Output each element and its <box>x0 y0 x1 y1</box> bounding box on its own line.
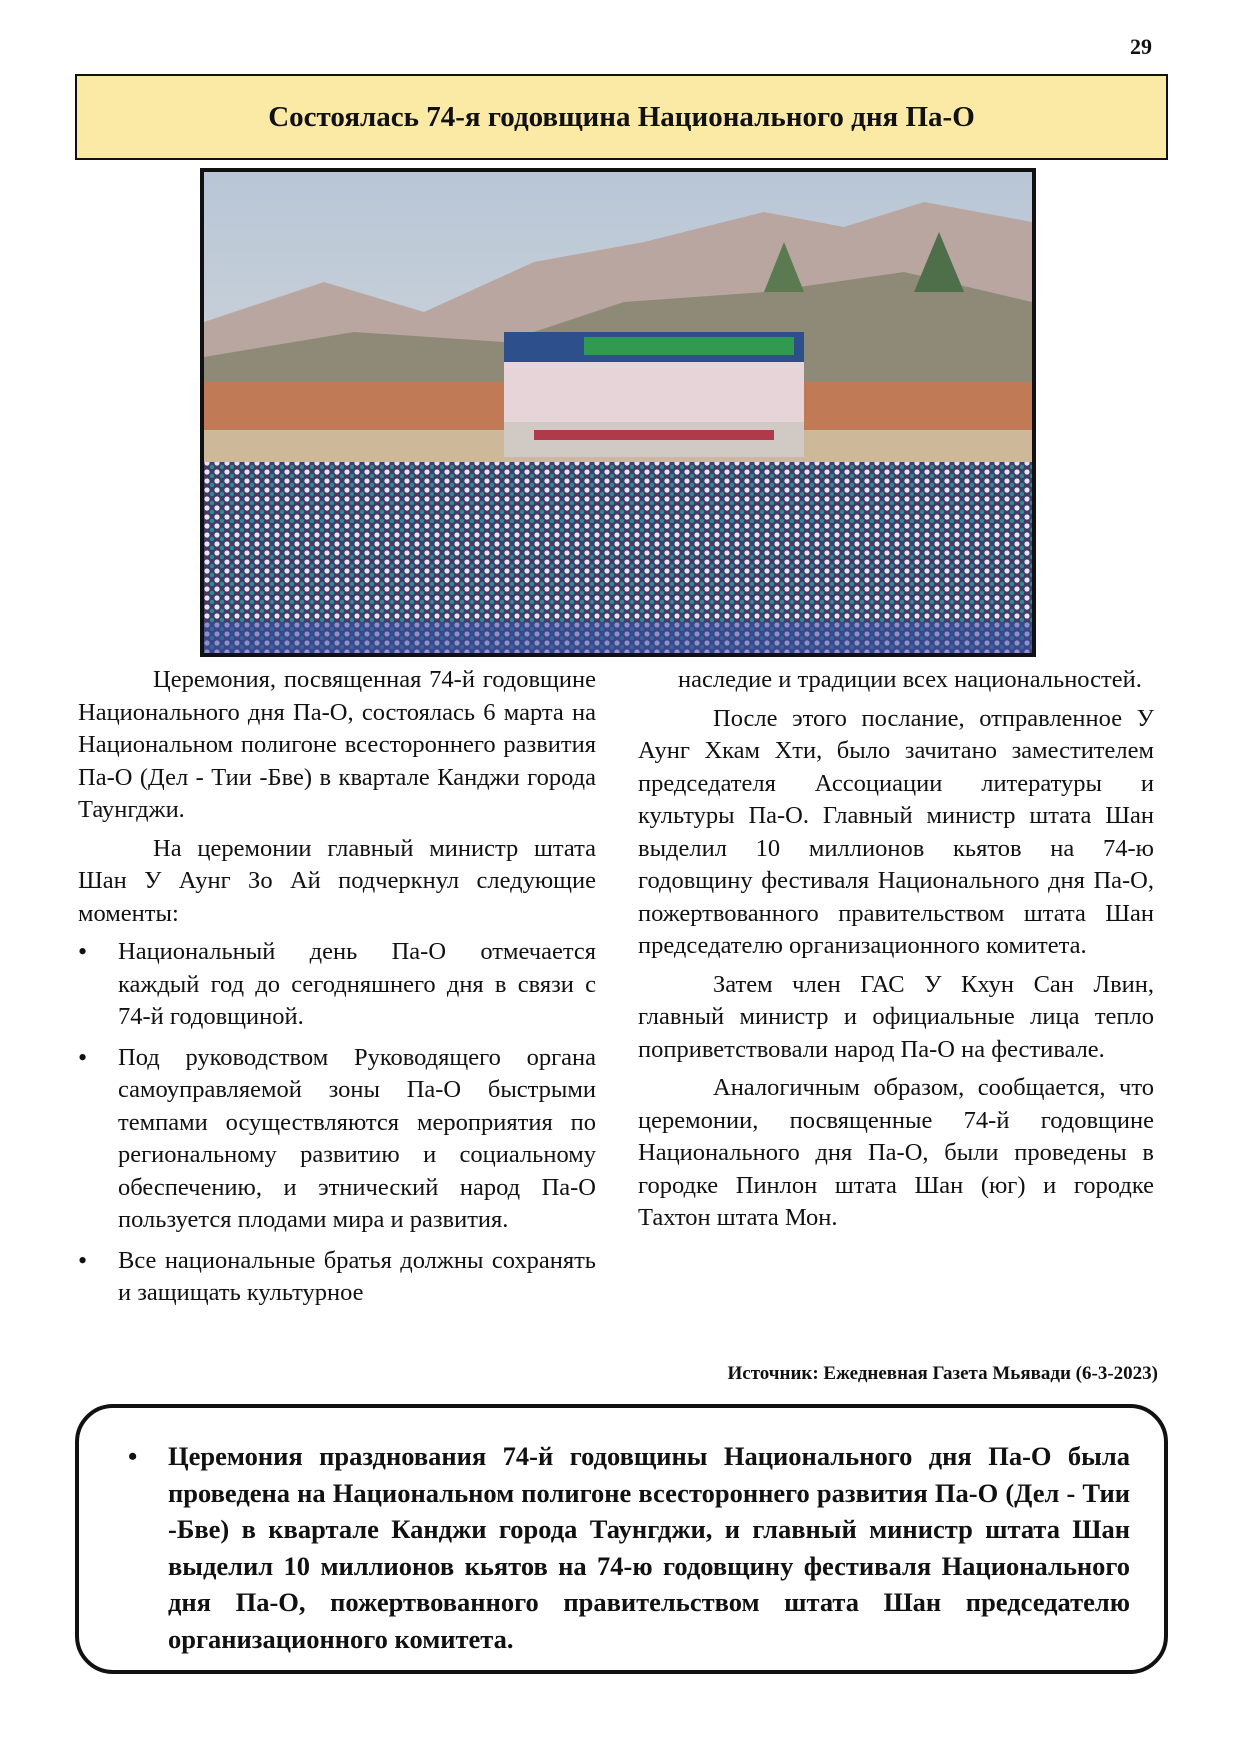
summary-list <box>134 1438 1130 1657</box>
page-number: 29 <box>1130 34 1152 59</box>
source-citation: Источник: Ежедневная Газета Мьявади (6-3-2023) <box>727 1363 1158 1384</box>
left-column <box>78 664 596 1318</box>
list-item: • Все национальные братья должны сохранять и защищать культурное <box>78 1245 596 1310</box>
summary-box <box>75 1404 1168 1674</box>
summary-item: • Церемония празднования 74-й годовщины Национального дня Па-О была проведена на Национальном полигоне всестороннего развития Па-О (Дел - Тии -Бве) в квартале Канджи города Таунгджи, и главный министр штата Шан выделил 10 миллионов кьятов на 74-ю годовщину фестиваля Национального дня Па-О, пожертвованного правительством штата Шан председателю организационного комитета. <box>134 1438 1130 1657</box>
article-title-box <box>75 74 1168 160</box>
list-item-continuation: наследие и традиции всех национальностей. <box>678 666 1142 693</box>
bullet-list <box>78 936 596 1310</box>
right-column <box>638 664 1154 1241</box>
paragraph: После этого послание, отправленное У Аунг Хкам Хти, было зачитано заместителем председателя Ассоциации литературы и культуры Па-О. Главный министр штата Шан выделил 10 миллионов кьятов на 74-ю годовщину фестиваля Национального дня Па-О, пожертвованного правительством штата Шан председателю организационного комитета. <box>638 704 1154 959</box>
paragraph: На церемонии главный министр штата Шан У Аунг Зо Ай подчеркнул следующие моменты: <box>78 834 596 927</box>
photo-of-ceremony-icon <box>204 172 1032 653</box>
ceremony-photo <box>200 168 1036 657</box>
list-item: • Под руководством Руководящего органа самоуправляемой зоны Па-О быстрыми темпами осуществляются мероприятия по региональному развитию и социальному обеспечению, и этнический народ Па-О пользуется плодами мира и развития. <box>78 1042 596 1237</box>
paragraph: Церемония, посвященная 74-й годовщине Национального дня Па-О, состоялась 6 марта на Национальном полигоне всестороннего развития Па-О (Дел - Тии -Бве) в квартале Канджи города Таунгджи. <box>78 666 596 823</box>
list-item: • Национальный день Па-О отмечается каждый год до сегодняшнего дня в связи с 74-й годовщиной. <box>78 936 596 1034</box>
article-title: Состоялась 74-я годовщина Национального дня Па-О <box>268 100 975 133</box>
paragraph: Затем член ГАС У Кхун Сан Лвин, главный министр и официальные лица тепло поприветствовали народ Па-О на фестивале. <box>638 970 1154 1063</box>
paragraph: Аналогичным образом, сообщается, что церемонии, посвященные 74-й годовщине Национального дня Па-О, были проведены в городке Пинлон штата Шан (юг) и городке Тахтон штата Мон. <box>638 1074 1154 1231</box>
